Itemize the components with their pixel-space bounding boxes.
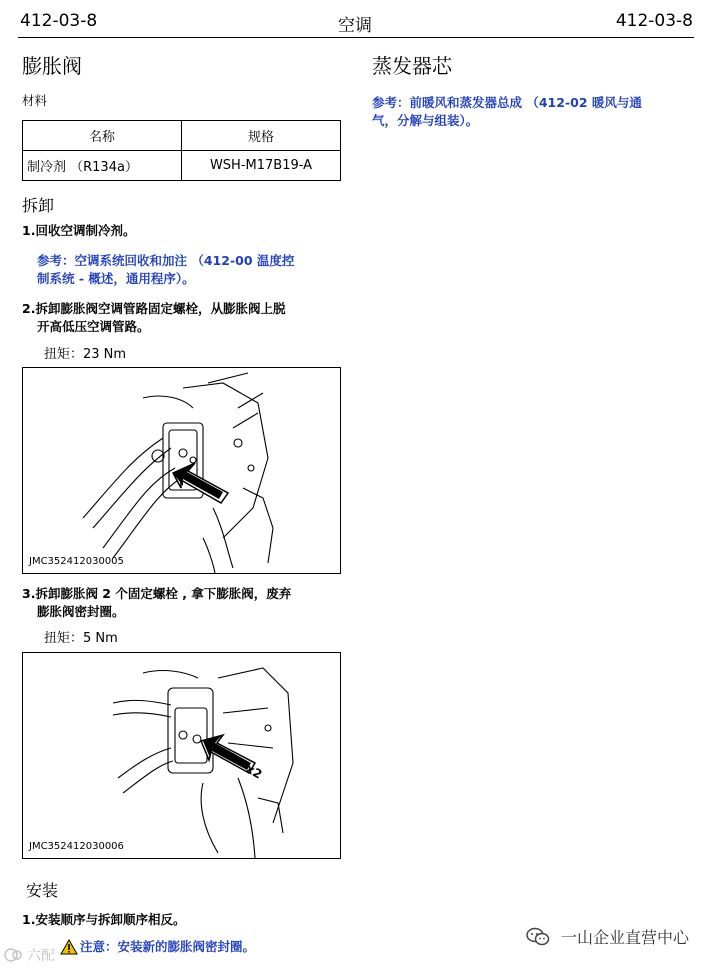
figure-1-caption: JMC352412030005 (29, 556, 124, 567)
step-text: 回收空调制冷剂。 (35, 223, 136, 238)
evaporator-core-title: 蒸发器芯 (372, 54, 452, 78)
reference-line: 制系统 - 概述，通用程序）。 (37, 271, 195, 286)
table-cell-spec: WSH-M17B19-A (182, 151, 341, 181)
watermark-right-text: 一山企业直营中心 (561, 928, 690, 947)
expansion-valve-title: 膨胀阀 (22, 54, 82, 78)
arrow-indicator (173, 463, 228, 503)
removal-step-1 (22, 222, 135, 240)
table-header-spec: 规格 (182, 121, 341, 151)
reference-link-1[interactable] (37, 252, 294, 288)
caution-note (60, 938, 255, 956)
figure-2 (22, 652, 341, 859)
reference-line: 参考：前暖风和蒸发器总成 （412-02 暖风与通 (372, 95, 642, 110)
reference-line: 参考：空调系统回收和加注 （412-00 温度控 (37, 253, 295, 268)
step-text-cont: 膨胀阀密封圈。 (37, 604, 125, 619)
table-header-row (23, 121, 341, 151)
valve-bolt-illustration (23, 368, 340, 573)
figure-1 (22, 367, 341, 574)
watermark-left-text: 六配 (27, 948, 55, 964)
figure-2-caption: JMC352412030006 (29, 841, 124, 852)
materials-label: 材料 (22, 93, 48, 108)
section-title: 空调 (338, 16, 372, 36)
page-number-left: 412-03-8 (20, 11, 98, 31)
step-text: 安装顺序与拆卸顺序相反。 (35, 912, 186, 927)
materials-table (22, 120, 341, 181)
reference-line: 气，分解与组装）。 (372, 113, 479, 128)
step-number: 3. (22, 586, 36, 601)
header-rule (18, 37, 694, 38)
torque-spec-1: 扭矩：23 Nm (44, 347, 127, 362)
table-header-name: 名称 (23, 121, 182, 151)
step-number: 1. (22, 912, 36, 927)
table-row (23, 151, 341, 181)
wechat-icon (525, 926, 551, 948)
step-number: 1. (22, 223, 36, 238)
watermark-right (525, 925, 689, 948)
torque-spec-2: 扭矩：5 Nm (44, 631, 118, 646)
removal-heading: 拆卸 (22, 196, 55, 215)
step-number: 2. (22, 301, 36, 316)
reference-link-2[interactable] (372, 94, 642, 130)
installation-step-1 (22, 911, 185, 929)
step-text: 拆卸膨胀阀空调管路固定螺栓，从膨胀阀上脱 (35, 301, 286, 316)
chat-bubble-icon (3, 947, 23, 963)
quantity-marker: x2 (243, 761, 265, 782)
caution-text: 注意：安装新的膨胀阀密封圈。 (80, 939, 256, 954)
table-cell-name: 制冷剂 （R134a） (23, 151, 182, 181)
step-text-cont: 开高低压空调管路。 (37, 319, 150, 334)
warning-triangle-icon (60, 939, 78, 955)
watermark-left (3, 945, 55, 965)
removal-step-2 (22, 300, 285, 336)
installation-heading: 安装 (26, 881, 59, 900)
valve-fixing-bolts-illustration (23, 653, 340, 858)
removal-step-3 (22, 585, 291, 621)
step-text: 拆卸膨胀阀 2 个固定螺栓 , 拿下膨胀阀，废弃 (35, 586, 292, 601)
page-number-right: 412-03-8 (615, 11, 693, 31)
